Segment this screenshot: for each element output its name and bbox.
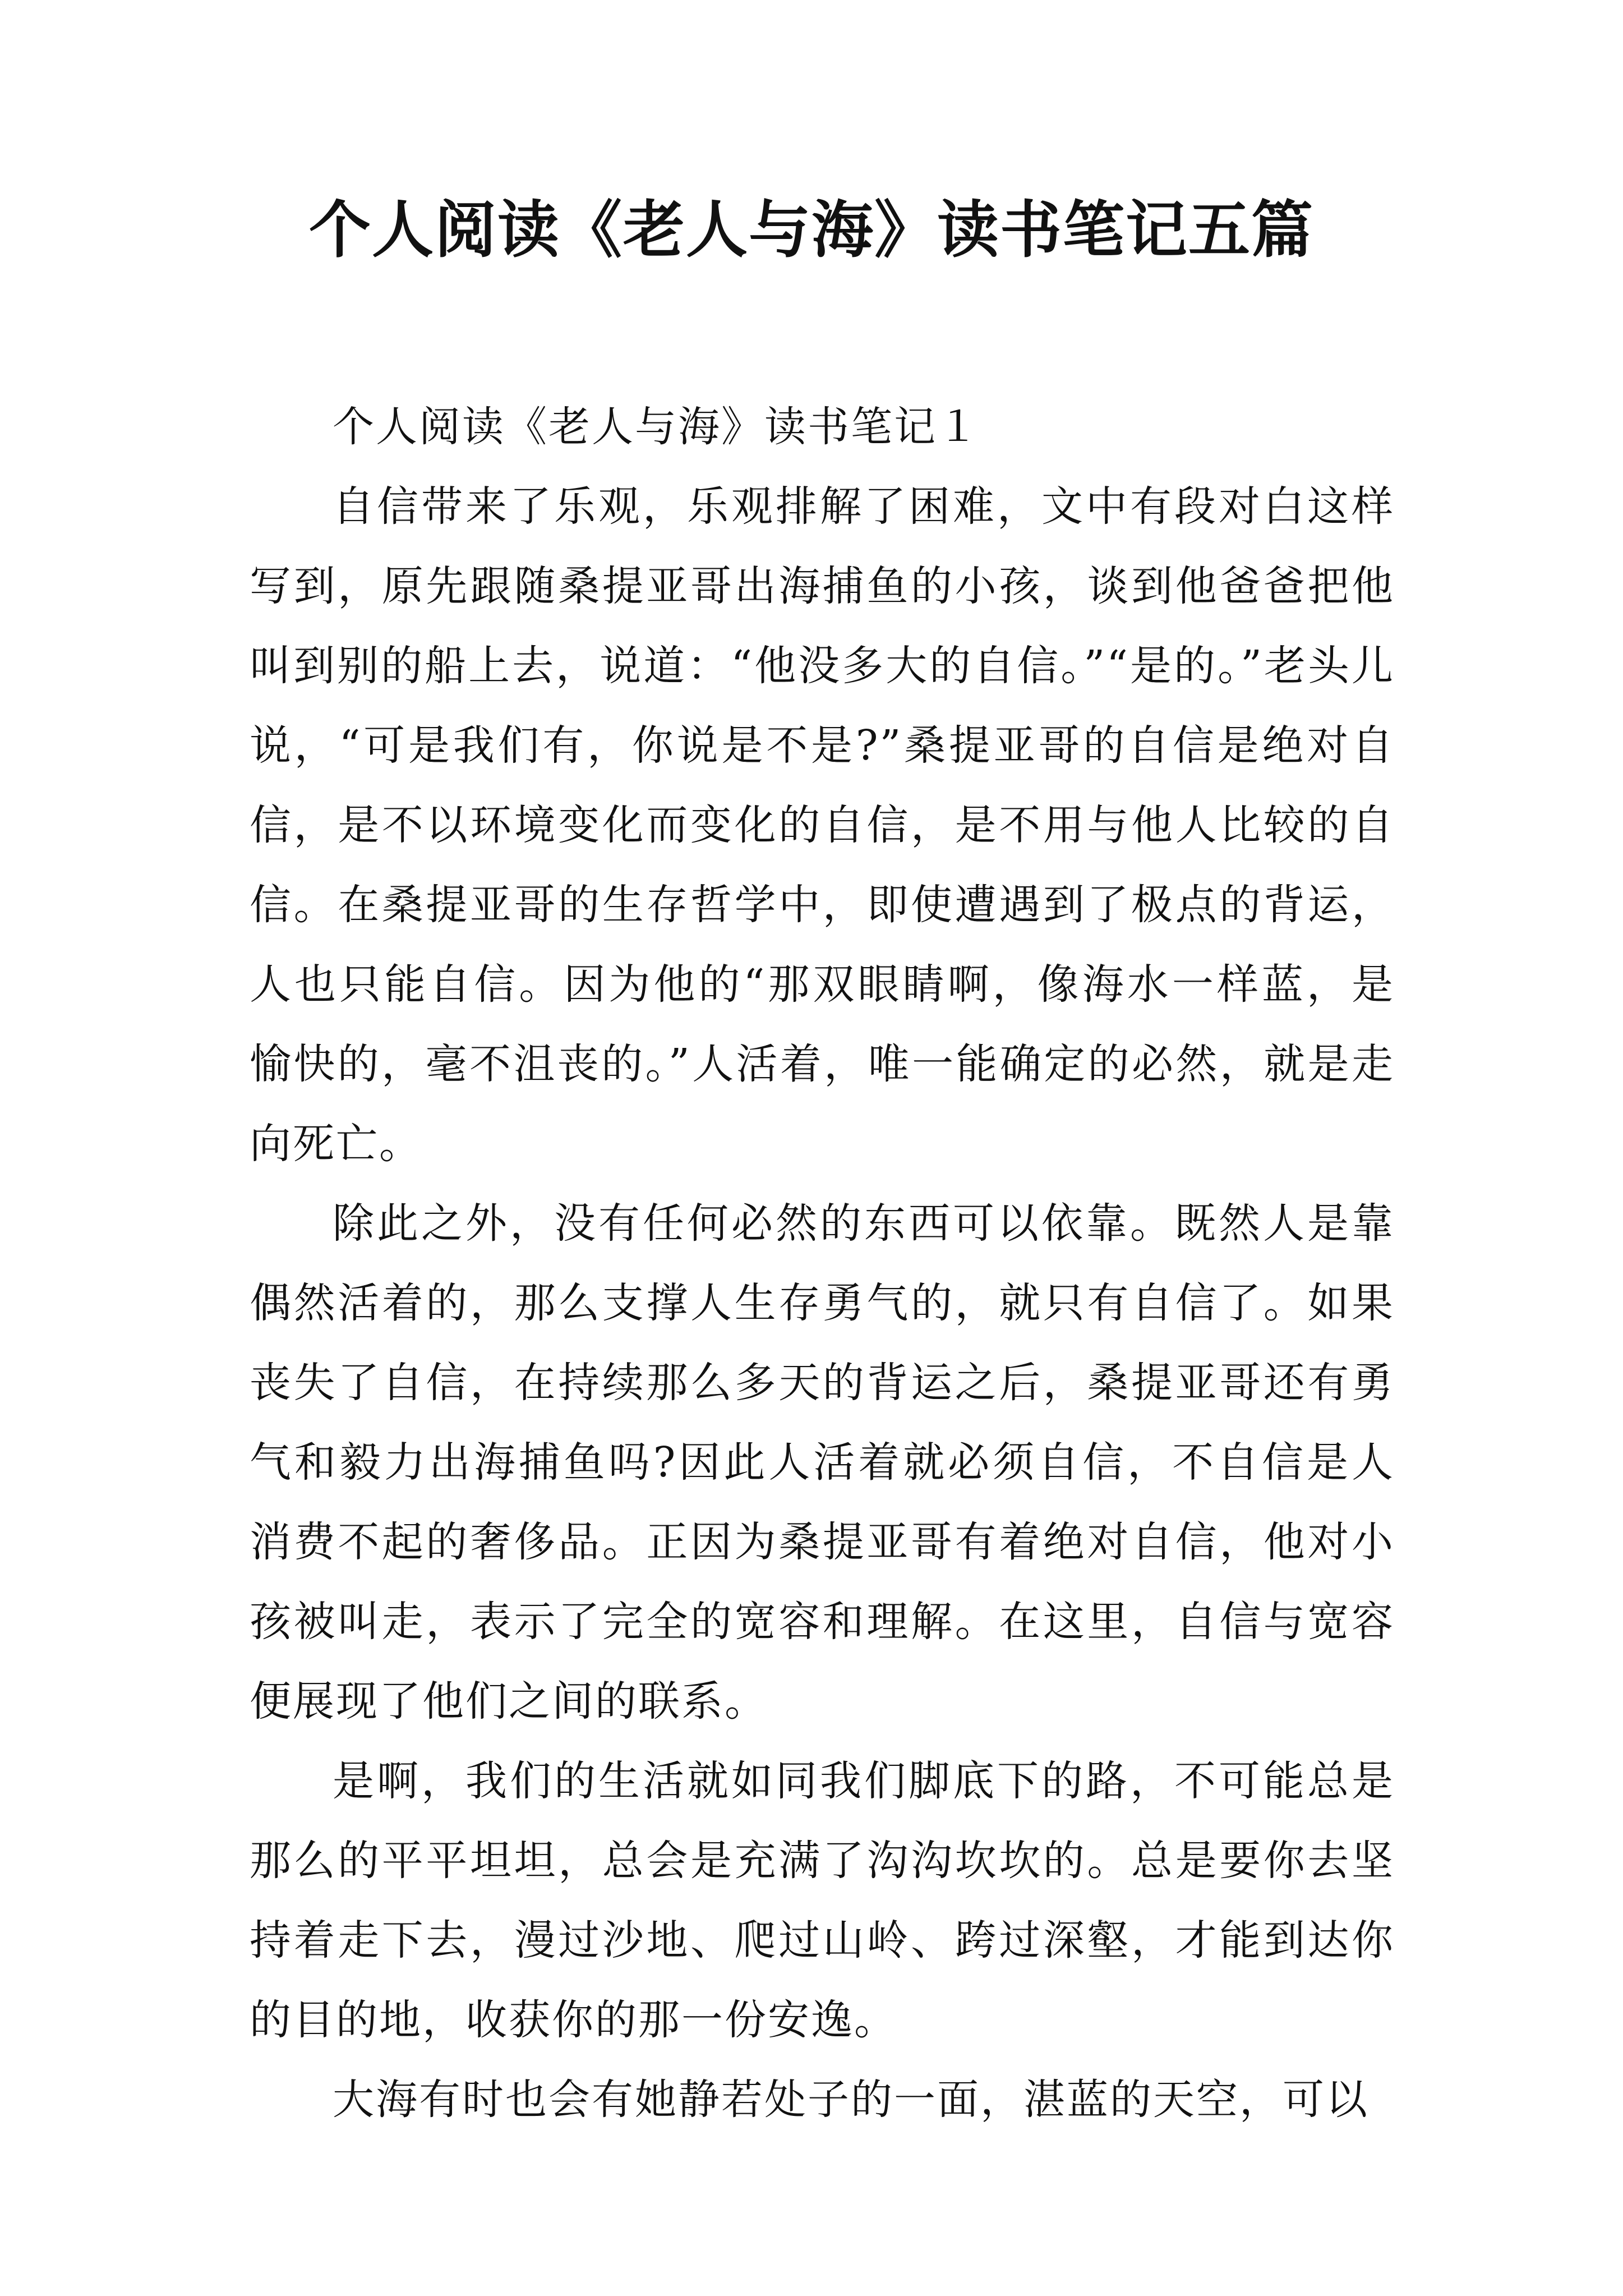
paragraph: 自信带来了乐观，乐观排解了困难，文中有段对白这样写到，原先跟随桑提亚哥出海捕鱼的小孩，谈到他爸爸把他叫到别的船上去，说道：“他没多大的自信。”“是的。”老头儿说，“可是我们有，你说是不是?”桑提亚哥的自信是绝对自信，是不以环境变化而变化的自信，是不用与他人比较的自信。在桑提亚哥的生存哲学中，即使遭遇到了极点的背运，人也只能自信。因为他的“那双眼睛啊，像海水一样蓝，是愉快的，毫不沮丧的。”人活着，唯一能确定的必然，就是走向死亡。 xyxy=(250,482,1395,1168)
paragraph: 是啊，我们的生活就如同我们脚底下的路，不可能总是那么的平平坦坦，总会是充满了沟沟坎坎的。总是要你去坚持着走下去，漫过沙地、爬过山岭、跨过深壑，才能到达你的目的地，收获你的那一份安逸。 xyxy=(250,1757,1395,2044)
document-title: 个人阅读《老人与海》读书笔记五篇 xyxy=(309,194,1314,266)
paragraph: 大海有时也会有她静若处子的一面，湛蓝的天空，可以 xyxy=(333,2076,1369,2124)
paragraph: 除此之外，没有任何必然的东西可以依靠。既然人是靠偶然活着的，那么支撑人生存勇气的，就只有自信了。如果丧失了自信，在持续那么多天的背运之后，桑提亚哥还有勇气和毅力出海捕鱼吗?因此人活着就必须自信，不自信是人消费不起的奢侈品。正因为桑提亚哥有着绝对自信，他对小孩被叫走，表示了完全的宽容和理解。在这里，自信与宽容便展现了他们之间的联系。 xyxy=(250,1199,1395,1726)
section-heading: 个人阅读《老人与海》读书笔记１ xyxy=(333,403,980,451)
document-body xyxy=(250,387,1395,2139)
